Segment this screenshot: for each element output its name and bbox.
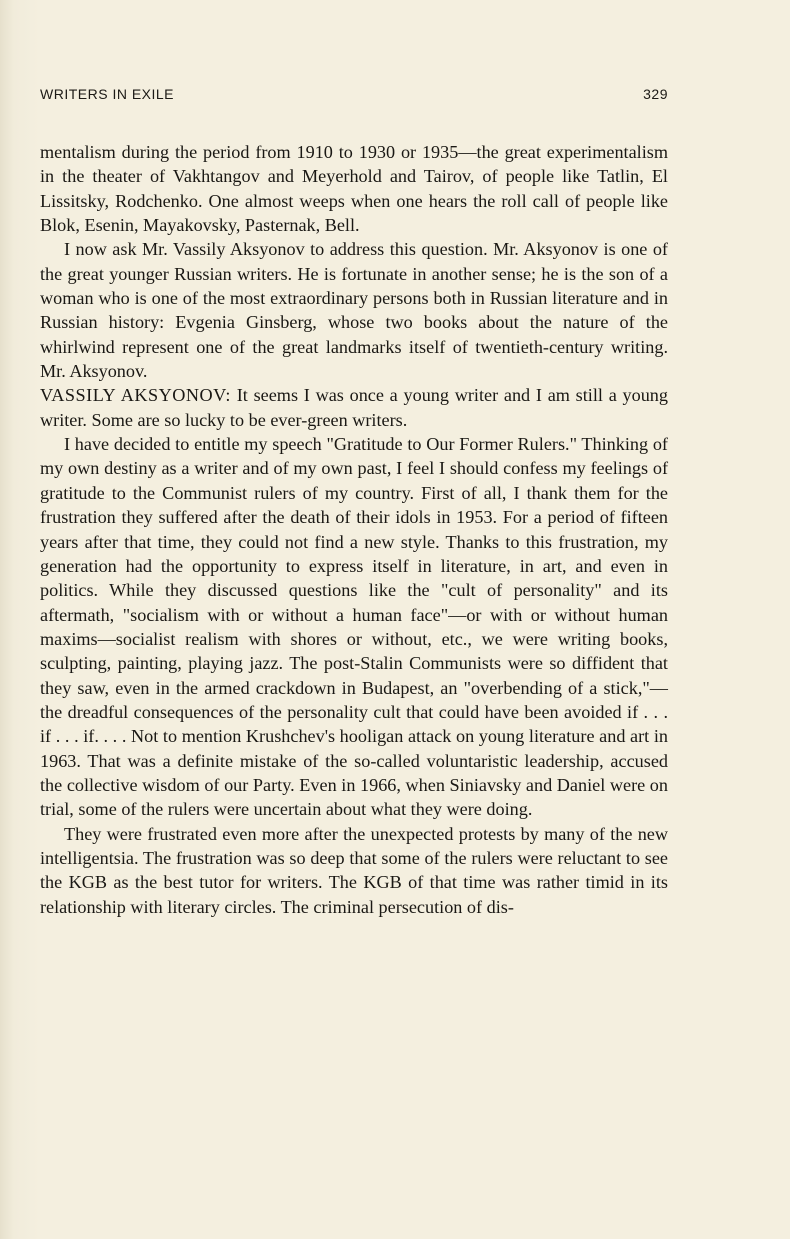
paragraph-3: It seems I was once a young writer and I am still a young writer. Some are so lucky to be ever-green writers. — [40, 385, 668, 430]
paragraph-2: I now ask Mr. Vassily Aksyonov to address this question. Mr. Aksyonov is one of the great younger Russian writers. He is fortunate in another sense; he is the son of a woman who is one of the most extraordinary persons both in Russian literature and in Russian history: Evgenia Ginsberg, whose two books about the nature of the whirlwind represent one of the great landmarks itself of twentieth-century writing. Mr. Aksyonov. — [40, 239, 668, 382]
body-text — [40, 140, 668, 919]
paragraph-1: mentalism during the period from 1910 to 1930 or 1935—the great experimentalism in the theater of Vakhtangov and Meyerhold and Tairov, of people like Tatlin, El Lissitsky, Rodchenko. One almost weeps when one hears the roll call of people like Blok, Esenin, Mayakovsky, Pasternak, Bell. — [40, 142, 668, 236]
running-head — [40, 86, 668, 102]
paragraph-5: They were frustrated even more after the unexpected protests by many of the new intelligentsia. The frustration was so deep that some of the rulers were reluctant to see the KGB as the best tutor for writers. The KGB of that time was rather timid in its relationship with literary circles. The criminal persecution of dis- — [40, 823, 668, 917]
paragraph-4: I have decided to entitle my speech "Gratitude to Our Former Rulers." Thinking of my own destiny as a writer and of my own past, I feel I should confess my feelings of gratitude to the Communist rulers of my country. First of all, I thank them for the frustration they suffered after the death of their idols in 1953. For a period of fifteen years after that time, they could not find a new style. Thanks to this frustration, my generation had the opportunity to express itself in literature, in art, and even in politics. While they discussed questions like the "cult of personality" and its aftermath, "socialism with or without a human face"—or with or without human maxims—socialist realism with shores or without, etc., we were writing books, sculpting, painting, playing jazz. The post-Stalin Communists were so diffident that they saw, even in the armed crackdown in Budapest, an "overbending of a stick,"—the dreadful consequences of the personality cult that could have been avoided if . . . if . . . if. . . . Not to mention Krushchev's hooligan attack on young literature and art in 1963. That was a definite mistake of the so-called voluntaristic leadership, accused the collective wisdom of our Party. Even in 1966, when Siniavsky and Daniel were on trial, some of the rulers were uncertain about what they were doing. — [40, 434, 668, 820]
page-number: 329 — [643, 86, 668, 102]
running-title: WRITERS IN EXILE — [40, 86, 175, 102]
speaker-paragraph — [40, 383, 668, 432]
speaker-name: VASSILY AKSYONOV: — [40, 385, 231, 406]
